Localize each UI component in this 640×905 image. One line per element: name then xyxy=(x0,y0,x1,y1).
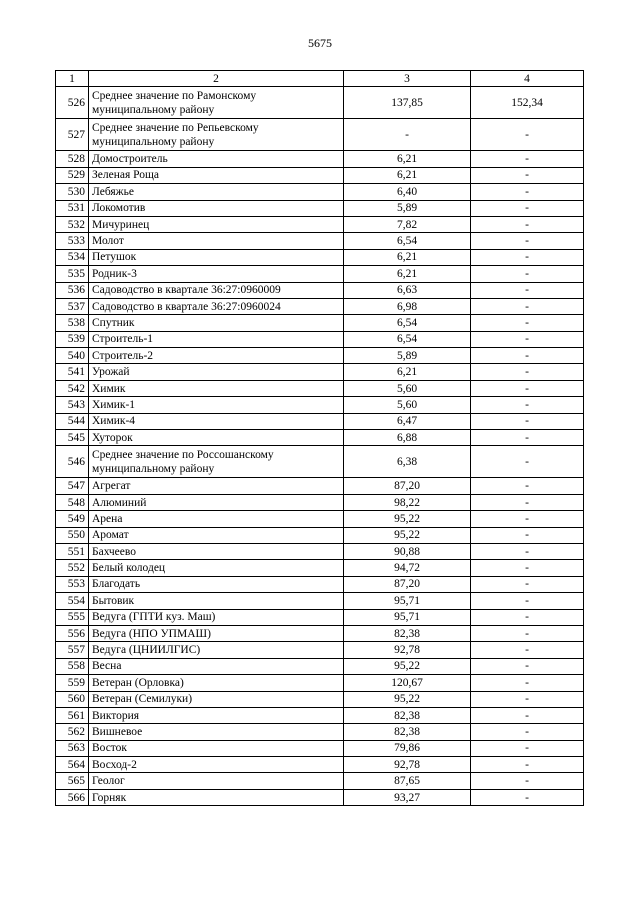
row-value-4: - xyxy=(471,691,584,707)
row-name: Весна xyxy=(89,658,344,674)
row-value-4: - xyxy=(471,609,584,625)
row-value-3: 137,85 xyxy=(344,87,471,119)
row-value-4: - xyxy=(471,151,584,167)
row-number: 527 xyxy=(56,119,89,151)
table-row xyxy=(56,298,584,314)
row-number: 556 xyxy=(56,625,89,641)
table-row xyxy=(56,527,584,543)
row-name: Хуторок xyxy=(89,430,344,446)
row-number: 558 xyxy=(56,658,89,674)
row-number: 545 xyxy=(56,430,89,446)
row-name: Агрегат xyxy=(89,478,344,494)
row-value-4: - xyxy=(471,184,584,200)
row-name: Родник-3 xyxy=(89,266,344,282)
row-value-3: 92,78 xyxy=(344,757,471,773)
table-row xyxy=(56,593,584,609)
row-name: Химик-1 xyxy=(89,397,344,413)
row-value-4: - xyxy=(471,560,584,576)
table-row xyxy=(56,494,584,510)
table-row xyxy=(56,331,584,347)
row-value-4: - xyxy=(471,593,584,609)
row-number: 560 xyxy=(56,691,89,707)
row-name: Аромат xyxy=(89,527,344,543)
row-value-4: - xyxy=(471,740,584,756)
row-name: Химик xyxy=(89,380,344,396)
row-name: Урожай xyxy=(89,364,344,380)
row-value-3: 82,38 xyxy=(344,707,471,723)
row-value-4: - xyxy=(471,675,584,691)
row-name: Вишневое xyxy=(89,724,344,740)
row-value-3: 94,72 xyxy=(344,560,471,576)
row-value-3: 6,54 xyxy=(344,331,471,347)
row-value-4: - xyxy=(471,233,584,249)
row-number: 554 xyxy=(56,593,89,609)
row-number: 553 xyxy=(56,576,89,592)
table-row xyxy=(56,625,584,641)
row-value-4: - xyxy=(471,348,584,364)
row-name: Среднее значение по Рамонскому муниципальному району xyxy=(89,87,344,119)
table-row xyxy=(56,184,584,200)
row-name: Среднее значение по Россошанскому муниципальному району xyxy=(89,446,344,478)
table-row xyxy=(56,282,584,298)
table-row xyxy=(56,397,584,413)
row-value-3: 6,88 xyxy=(344,430,471,446)
table-row xyxy=(56,707,584,723)
row-value-3: 95,22 xyxy=(344,527,471,543)
row-value-3: 82,38 xyxy=(344,625,471,641)
table-row xyxy=(56,576,584,592)
data-table xyxy=(55,70,584,806)
row-value-3: 92,78 xyxy=(344,642,471,658)
row-name: Садоводство в квартале 36:27:0960009 xyxy=(89,282,344,298)
row-value-4: - xyxy=(471,249,584,265)
row-name: Садоводство в квартале 36:27:0960024 xyxy=(89,298,344,314)
table-row xyxy=(56,675,584,691)
row-value-3: 6,47 xyxy=(344,413,471,429)
row-number: 561 xyxy=(56,707,89,723)
row-number: 557 xyxy=(56,642,89,658)
column-header-3: 3 xyxy=(344,71,471,87)
row-name: Восход-2 xyxy=(89,757,344,773)
table-row xyxy=(56,511,584,527)
row-name: Зеленая Роща xyxy=(89,167,344,183)
page-number: 5675 xyxy=(308,36,332,50)
table-row xyxy=(56,364,584,380)
row-value-4: - xyxy=(471,167,584,183)
row-value-4: - xyxy=(471,380,584,396)
column-header-2: 2 xyxy=(89,71,344,87)
row-value-4: 152,34 xyxy=(471,87,584,119)
table-row xyxy=(56,216,584,232)
row-name: Бытовик xyxy=(89,593,344,609)
row-number: 565 xyxy=(56,773,89,789)
row-value-3: 90,88 xyxy=(344,543,471,559)
row-number: 535 xyxy=(56,266,89,282)
table-row xyxy=(56,119,584,151)
row-number: 550 xyxy=(56,527,89,543)
row-number: 532 xyxy=(56,216,89,232)
row-value-4: - xyxy=(471,331,584,347)
row-value-4: - xyxy=(471,397,584,413)
row-number: 529 xyxy=(56,167,89,183)
row-value-3: 5,89 xyxy=(344,200,471,216)
row-value-3: 6,63 xyxy=(344,282,471,298)
table-row xyxy=(56,773,584,789)
table-row xyxy=(56,233,584,249)
row-name: Мичуринец xyxy=(89,216,344,232)
row-name: Химик-4 xyxy=(89,413,344,429)
table-row xyxy=(56,543,584,559)
row-value-3: 6,40 xyxy=(344,184,471,200)
table-row xyxy=(56,413,584,429)
table-row xyxy=(56,757,584,773)
row-name: Домостроитель xyxy=(89,151,344,167)
row-number: 538 xyxy=(56,315,89,331)
row-value-4: - xyxy=(471,494,584,510)
table-row xyxy=(56,609,584,625)
row-name: Локомотив xyxy=(89,200,344,216)
row-number: 534 xyxy=(56,249,89,265)
table-row xyxy=(56,430,584,446)
table-row xyxy=(56,200,584,216)
row-value-3: 6,98 xyxy=(344,298,471,314)
row-value-3: 95,22 xyxy=(344,658,471,674)
row-number: 526 xyxy=(56,87,89,119)
row-number: 559 xyxy=(56,675,89,691)
row-name: Виктория xyxy=(89,707,344,723)
table-row xyxy=(56,642,584,658)
row-value-3: 93,27 xyxy=(344,789,471,805)
table-row xyxy=(56,478,584,494)
table-row xyxy=(56,380,584,396)
row-name: Ведуга (НПО УПМАШ) xyxy=(89,625,344,641)
row-value-4: - xyxy=(471,413,584,429)
row-value-3: 5,89 xyxy=(344,348,471,364)
row-value-3: 6,21 xyxy=(344,266,471,282)
table-row xyxy=(56,266,584,282)
table-body xyxy=(56,87,584,806)
row-number: 539 xyxy=(56,331,89,347)
row-number: 566 xyxy=(56,789,89,805)
row-value-3: 87,65 xyxy=(344,773,471,789)
row-value-4: - xyxy=(471,707,584,723)
table-row xyxy=(56,151,584,167)
row-value-4: - xyxy=(471,625,584,641)
row-number: 562 xyxy=(56,724,89,740)
row-value-3: 95,22 xyxy=(344,511,471,527)
row-number: 537 xyxy=(56,298,89,314)
row-value-4: - xyxy=(471,119,584,151)
row-value-4: - xyxy=(471,282,584,298)
row-value-4: - xyxy=(471,511,584,527)
row-number: 552 xyxy=(56,560,89,576)
row-value-4: - xyxy=(471,430,584,446)
row-value-4: - xyxy=(471,446,584,478)
row-number: 555 xyxy=(56,609,89,625)
row-number: 542 xyxy=(56,380,89,396)
row-number: 528 xyxy=(56,151,89,167)
row-name: Алюминий xyxy=(89,494,344,510)
row-name: Ветеран (Орловка) xyxy=(89,675,344,691)
table-row xyxy=(56,691,584,707)
row-value-4: - xyxy=(471,266,584,282)
row-name: Строитель-1 xyxy=(89,331,344,347)
row-value-3: 6,54 xyxy=(344,315,471,331)
row-value-3: 6,21 xyxy=(344,249,471,265)
row-number: 563 xyxy=(56,740,89,756)
table-row xyxy=(56,789,584,805)
row-value-3: 87,20 xyxy=(344,478,471,494)
row-number: 564 xyxy=(56,757,89,773)
row-value-3: 98,22 xyxy=(344,494,471,510)
row-name: Горняк xyxy=(89,789,344,805)
row-value-3: 6,54 xyxy=(344,233,471,249)
row-number: 540 xyxy=(56,348,89,364)
row-number: 543 xyxy=(56,397,89,413)
row-number: 546 xyxy=(56,446,89,478)
row-name: Геолог xyxy=(89,773,344,789)
row-value-4: - xyxy=(471,527,584,543)
row-value-3: 95,71 xyxy=(344,593,471,609)
row-value-3: 79,86 xyxy=(344,740,471,756)
row-name: Белый колодец xyxy=(89,560,344,576)
row-value-3: - xyxy=(344,119,471,151)
row-number: 549 xyxy=(56,511,89,527)
row-number: 544 xyxy=(56,413,89,429)
row-value-4: - xyxy=(471,216,584,232)
row-name: Благодать xyxy=(89,576,344,592)
row-number: 531 xyxy=(56,200,89,216)
row-value-4: - xyxy=(471,364,584,380)
row-value-3: 6,21 xyxy=(344,364,471,380)
row-name: Лебяжье xyxy=(89,184,344,200)
row-name: Петушок xyxy=(89,249,344,265)
row-value-3: 6,38 xyxy=(344,446,471,478)
row-value-4: - xyxy=(471,543,584,559)
row-name: Молот xyxy=(89,233,344,249)
row-value-3: 95,22 xyxy=(344,691,471,707)
table-row xyxy=(56,658,584,674)
row-name: Среднее значение по Репьевскому муниципальному району xyxy=(89,119,344,151)
row-value-3: 5,60 xyxy=(344,380,471,396)
row-value-3: 82,38 xyxy=(344,724,471,740)
table-row xyxy=(56,87,584,119)
row-value-4: - xyxy=(471,576,584,592)
row-value-4: - xyxy=(471,298,584,314)
row-value-4: - xyxy=(471,773,584,789)
table-row xyxy=(56,740,584,756)
row-value-3: 120,67 xyxy=(344,675,471,691)
row-number: 551 xyxy=(56,543,89,559)
row-value-4: - xyxy=(471,658,584,674)
row-value-4: - xyxy=(471,315,584,331)
table-row xyxy=(56,446,584,478)
row-name: Арена xyxy=(89,511,344,527)
row-value-3: 6,21 xyxy=(344,167,471,183)
table-row xyxy=(56,315,584,331)
row-number: 541 xyxy=(56,364,89,380)
row-number: 547 xyxy=(56,478,89,494)
row-number: 548 xyxy=(56,494,89,510)
table-row xyxy=(56,167,584,183)
row-value-4: - xyxy=(471,478,584,494)
row-name: Восток xyxy=(89,740,344,756)
column-header-1: 1 xyxy=(56,71,89,87)
row-name: Спутник xyxy=(89,315,344,331)
row-value-3: 6,21 xyxy=(344,151,471,167)
row-value-3: 5,60 xyxy=(344,397,471,413)
row-value-4: - xyxy=(471,724,584,740)
row-number: 533 xyxy=(56,233,89,249)
row-number: 530 xyxy=(56,184,89,200)
row-name: Ветеран (Семилуки) xyxy=(89,691,344,707)
row-value-3: 95,71 xyxy=(344,609,471,625)
row-name: Ведуга (ГПТИ куз. Маш) xyxy=(89,609,344,625)
row-value-4: - xyxy=(471,642,584,658)
row-value-3: 87,20 xyxy=(344,576,471,592)
row-name: Бахчеево xyxy=(89,543,344,559)
table-row xyxy=(56,348,584,364)
row-name: Ведуга (ЦНИИЛГИС) xyxy=(89,642,344,658)
column-header-4: 4 xyxy=(471,71,584,87)
row-value-4: - xyxy=(471,200,584,216)
table-row xyxy=(56,249,584,265)
table-header-row xyxy=(56,71,584,87)
row-value-3: 7,82 xyxy=(344,216,471,232)
table-row xyxy=(56,724,584,740)
row-value-4: - xyxy=(471,757,584,773)
table-row xyxy=(56,560,584,576)
row-name: Строитель-2 xyxy=(89,348,344,364)
row-number: 536 xyxy=(56,282,89,298)
row-value-4: - xyxy=(471,789,584,805)
